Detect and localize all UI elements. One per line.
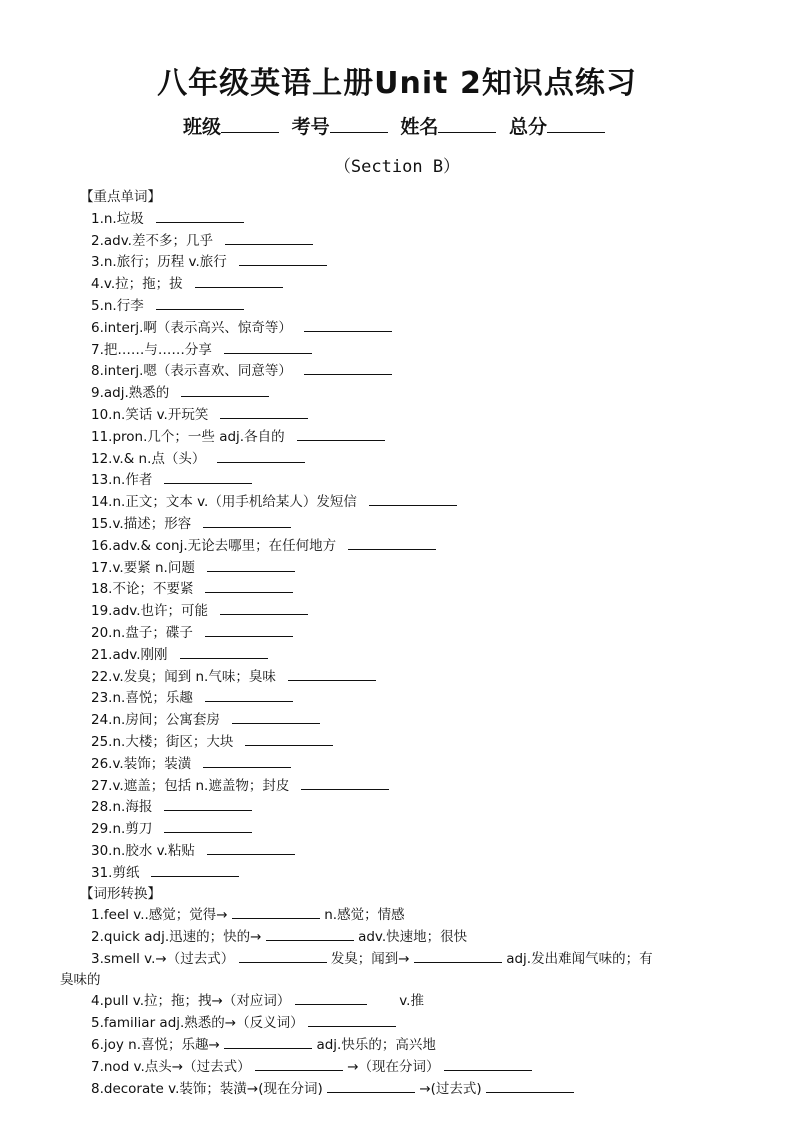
vocab-item-text: 8.interj.嗯（表示喜欢、同意等） — [91, 363, 292, 380]
vocab-item-text: 28.n.海报 — [91, 799, 153, 816]
section-subtitle: （Section B） — [333, 157, 461, 177]
row-text: 1.feel v..感觉；觉得→ — [91, 907, 228, 924]
answer-blank[interactable] — [232, 709, 320, 724]
vocab-item — [0, 775, 794, 797]
vocab-item-text: 5.n.行李 — [91, 297, 144, 314]
answer-blank[interactable] — [301, 775, 389, 790]
vocab-item-text: 20.n.盘子；碟子 — [91, 624, 193, 641]
answer-blank[interactable] — [245, 731, 333, 746]
name-blank[interactable] — [438, 114, 496, 133]
answer-blank[interactable] — [304, 360, 392, 375]
row-text: n.感觉；情感 — [324, 907, 405, 924]
vocab-item-text: 1.n.垃圾 — [91, 210, 144, 227]
answer-blank[interactable] — [164, 469, 252, 484]
vocab-item — [0, 491, 794, 513]
score-label: 总分 — [508, 116, 547, 138]
answer-blank[interactable] — [224, 1034, 312, 1049]
word-form-row-7 — [0, 1056, 794, 1078]
vocab-item — [0, 273, 794, 295]
vocab-item — [0, 840, 794, 862]
vocab-item — [0, 644, 794, 666]
class-blank[interactable] — [221, 114, 279, 133]
word-form-row-6 — [0, 1034, 794, 1056]
row-text: →（现在分词） — [347, 1058, 440, 1075]
answer-blank[interactable] — [297, 426, 385, 441]
vocab-item — [0, 230, 794, 252]
answer-blank[interactable] — [220, 404, 308, 419]
answer-blank[interactable] — [180, 644, 268, 659]
word-form-row-5 — [0, 1012, 794, 1034]
word-form-row-3 — [0, 948, 794, 970]
answer-blank[interactable] — [164, 796, 252, 811]
vocab-item — [0, 557, 794, 579]
vocab-item — [0, 317, 794, 339]
vocab-item-text: 6.interj.啊（表示高兴、惊奇等） — [91, 319, 292, 336]
row-text: 8.decorate v.装饰；装潢→(现在分词) — [91, 1080, 323, 1097]
vocab-item — [0, 862, 794, 884]
vocab-item — [0, 448, 794, 470]
vocab-item — [0, 251, 794, 273]
vocabulary-list — [0, 208, 794, 884]
answer-blank[interactable] — [217, 448, 305, 463]
vocab-item-text: 3.n.旅行；历程 v.旅行 — [91, 254, 227, 271]
vocab-item — [0, 382, 794, 404]
vocab-item-text: 4.v.拉；拖；拔 — [91, 276, 183, 293]
vocab-item-text: 27.v.遮盖；包括 n.遮盖物；封皮 — [91, 777, 290, 794]
answer-blank[interactable] — [205, 622, 293, 637]
answer-blank[interactable] — [207, 557, 295, 572]
answer-blank[interactable] — [304, 317, 392, 332]
answer-blank[interactable] — [156, 208, 244, 223]
word-form-row-1 — [0, 904, 794, 926]
name-label: 姓名 — [400, 116, 439, 138]
exam-no-label: 考号 — [291, 116, 330, 138]
row-text: 2.quick adj.迅速的；快的→ — [91, 929, 262, 946]
row-text: adj.快乐的；高兴地 — [316, 1037, 436, 1054]
answer-blank[interactable] — [205, 578, 293, 593]
vocab-item — [0, 360, 794, 382]
answer-blank[interactable] — [308, 1012, 396, 1027]
vocab-item — [0, 796, 794, 818]
vocab-item — [0, 578, 794, 600]
worksheet-content — [0, 187, 794, 1099]
answer-blank[interactable] — [207, 840, 295, 855]
answer-blank[interactable] — [327, 1078, 415, 1093]
answer-blank[interactable] — [295, 990, 367, 1005]
row-text: 7.nod v.点头→（过去式） — [91, 1058, 251, 1075]
answer-blank[interactable] — [444, 1056, 532, 1071]
vocab-item-text: 26.v.装饰；装潢 — [91, 755, 192, 772]
answer-blank[interactable] — [239, 251, 327, 266]
vocab-item-text: 23.n.喜悦；乐趣 — [91, 690, 193, 707]
vocab-item — [0, 687, 794, 709]
vocab-item-text: 18.不论；不要紧 — [91, 581, 194, 598]
answer-blank[interactable] — [225, 230, 313, 245]
vocab-item-text: 7.把……与……分享 — [91, 341, 212, 358]
vocab-item — [0, 600, 794, 622]
answer-blank[interactable] — [220, 600, 308, 615]
word-form-row-8 — [0, 1078, 794, 1100]
vocab-item-text: 16.adv.& conj.无论去哪里；在任何地方 — [91, 537, 337, 554]
row-text: 4.pull v.拉；拖；拽→（对应词） — [91, 993, 291, 1010]
answer-blank[interactable] — [151, 862, 239, 877]
answer-blank[interactable] — [239, 948, 327, 963]
answer-blank[interactable] — [414, 948, 502, 963]
answer-blank[interactable] — [164, 818, 252, 833]
vocab-item-text: 14.n.正文；文本 v.（用手机给某人）发短信 — [91, 494, 357, 511]
page-title: 八年级英语上册Unit 2知识点练习 — [157, 66, 637, 101]
vocab-item — [0, 404, 794, 426]
vocab-item-text: 21.adv.刚刚 — [91, 646, 168, 663]
student-info-line — [0, 112, 794, 139]
class-label: 班级 — [183, 116, 222, 138]
vocab-item-text: 15.v.描述；形容 — [91, 515, 192, 532]
vocab-item-text: 29.n.剪刀 — [91, 821, 153, 838]
vocab-item-text: 11.pron.几个；一些 adj.各自的 — [91, 428, 285, 445]
answer-blank[interactable] — [203, 753, 291, 768]
vocab-item-text: 13.n.作者 — [91, 472, 153, 489]
score-blank[interactable] — [547, 114, 605, 133]
vocab-item-text: 9.adj.熟悉的 — [91, 385, 170, 402]
vocab-item-text: 30.n.胶水 v.粘贴 — [91, 842, 195, 859]
answer-blank[interactable] — [288, 666, 376, 681]
answer-blank[interactable] — [348, 535, 436, 550]
answer-blank[interactable] — [203, 513, 291, 528]
vocab-item-text: 24.n.房间；公寓套房 — [91, 712, 220, 729]
vocab-item-text: 2.adv.差不多；几乎 — [91, 232, 213, 249]
vocab-item — [0, 513, 794, 535]
row-text: adj.发出难闻气味的；有 — [506, 950, 653, 967]
row-text: →(过去式) — [419, 1080, 482, 1097]
section-heading-vocabulary: 【重点单词】 — [80, 189, 161, 205]
vocab-item-text: 22.v.发臭；闻到 n.气味；臭味 — [91, 668, 276, 685]
vocab-item — [0, 469, 794, 491]
vocab-item — [0, 753, 794, 775]
vocab-item — [0, 295, 794, 317]
word-form-row-4 — [0, 990, 794, 1012]
answer-blank[interactable] — [232, 904, 320, 919]
vocab-item — [0, 666, 794, 688]
vocab-item-text: 12.v.& n.点（头） — [91, 450, 206, 467]
row-text: v.推 — [399, 993, 424, 1010]
vocab-item-text: 17.v.要紧 n.问题 — [91, 559, 195, 576]
row-text: 6.joy n.喜悦；乐趣→ — [91, 1037, 220, 1054]
vocab-item — [0, 339, 794, 361]
answer-blank[interactable] — [486, 1078, 574, 1093]
vocab-item — [0, 731, 794, 753]
answer-blank[interactable] — [205, 687, 293, 702]
vocab-item — [0, 709, 794, 731]
vocab-item — [0, 208, 794, 230]
vocab-item — [0, 426, 794, 448]
word-form-row-3-continuation: 臭味的 — [60, 971, 101, 988]
answer-blank[interactable] — [369, 491, 457, 506]
row-text: 发臭；闻到→ — [330, 950, 410, 967]
vocab-item — [0, 622, 794, 644]
answer-blank[interactable] — [195, 273, 283, 288]
vocab-item-text: 19.adv.也许；可能 — [91, 603, 209, 620]
row-text: 3.smell v.→（过去式） — [91, 950, 235, 967]
answer-blank[interactable] — [156, 295, 244, 310]
exam-no-blank[interactable] — [330, 114, 388, 133]
row-text: adv.快速地；很快 — [358, 929, 468, 946]
answer-blank[interactable] — [266, 926, 354, 941]
answer-blank[interactable] — [255, 1056, 343, 1071]
vocab-item-text: 10.n.笑话 v.开玩笑 — [91, 406, 209, 423]
answer-blank[interactable] — [181, 382, 269, 397]
row-text: 5.familiar adj.熟悉的→（反义词） — [91, 1015, 304, 1032]
vocab-item — [0, 818, 794, 840]
vocab-item-text: 31.剪纸 — [91, 864, 140, 881]
section-heading-word-forms: 【词形转换】 — [80, 885, 161, 902]
answer-blank[interactable] — [224, 339, 312, 354]
vocab-item-text: 25.n.大楼；街区；大块 — [91, 733, 234, 750]
vocab-item — [0, 535, 794, 557]
word-form-row-2 — [0, 926, 794, 948]
